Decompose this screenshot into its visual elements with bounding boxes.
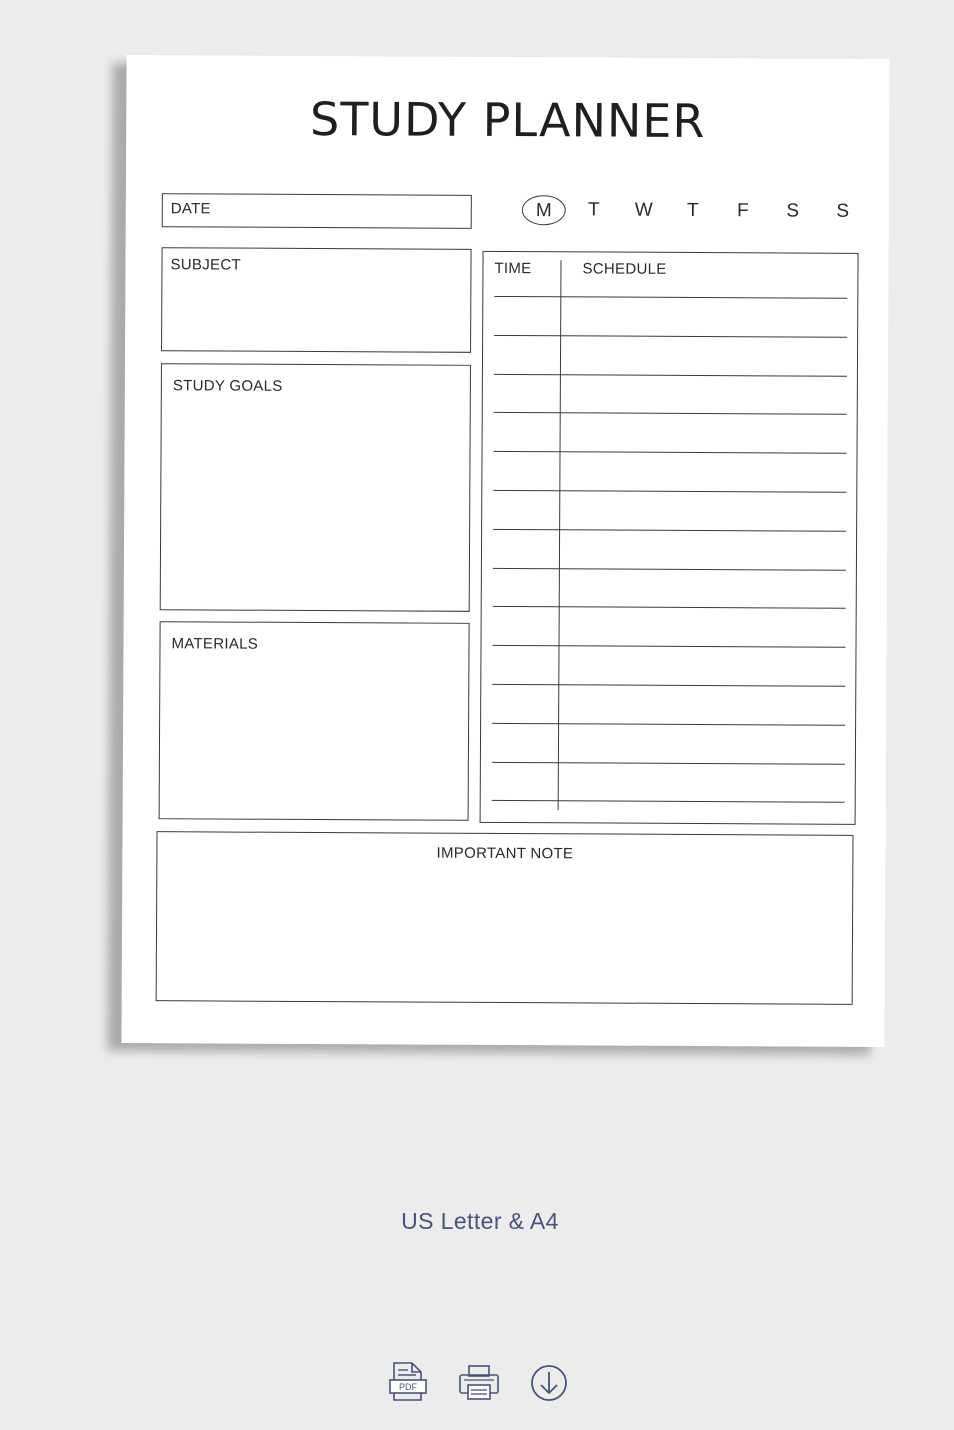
date-field[interactable] [162, 193, 472, 229]
schedule-row-line [492, 800, 845, 803]
page-title: STUDY PLANNER [309, 91, 706, 149]
day-monday[interactable]: M [522, 195, 566, 225]
day-friday[interactable]: F [736, 200, 749, 222]
pdf-icon[interactable] [388, 1360, 430, 1404]
materials-box[interactable] [159, 621, 470, 821]
time-column-divider [558, 260, 562, 810]
day-wednesday[interactable]: W [634, 199, 653, 221]
important-note-box[interactable] [156, 831, 854, 1005]
schedule-row-line [492, 762, 845, 765]
materials-label: MATERIALS [171, 635, 259, 653]
subject-box[interactable] [161, 247, 472, 353]
day-tuesday[interactable]: T [587, 199, 600, 221]
format-caption: US Letter & A4 [401, 1208, 559, 1234]
schedule-row-line [494, 374, 847, 377]
important-note-label: IMPORTANT NOTE [436, 844, 574, 863]
schedule-label: SCHEDULE [582, 260, 667, 278]
schedule-row-line [492, 684, 845, 687]
day-saturday[interactable]: S [786, 200, 800, 222]
study-goals-box[interactable] [160, 363, 471, 612]
planner-sheet [121, 55, 889, 1047]
schedule-row-line [494, 412, 847, 415]
schedule-row-line [493, 529, 846, 532]
date-label: DATE [170, 200, 211, 218]
schedule-row-line [494, 296, 847, 299]
weekday-selector [522, 195, 858, 231]
schedule-row-line [493, 490, 846, 493]
subject-label: SUBJECT [170, 256, 241, 274]
format-icons [388, 1360, 572, 1406]
printer-icon[interactable] [457, 1360, 499, 1404]
schedule-row-line [494, 451, 847, 454]
study-goals-label: STUDY GOALS [172, 377, 283, 395]
time-label: TIME [494, 259, 532, 278]
schedule-row-line [494, 335, 847, 338]
schedule-box[interactable] [480, 251, 859, 825]
svg-text:PDF: PDF [399, 1382, 417, 1392]
schedule-row-line [493, 645, 846, 648]
schedule-row-line [493, 568, 846, 571]
schedule-row-line [492, 723, 845, 726]
schedule-row-line [493, 606, 846, 609]
download-icon[interactable] [528, 1360, 570, 1404]
day-sunday[interactable]: S [836, 200, 850, 222]
day-thursday[interactable]: T [686, 199, 699, 222]
